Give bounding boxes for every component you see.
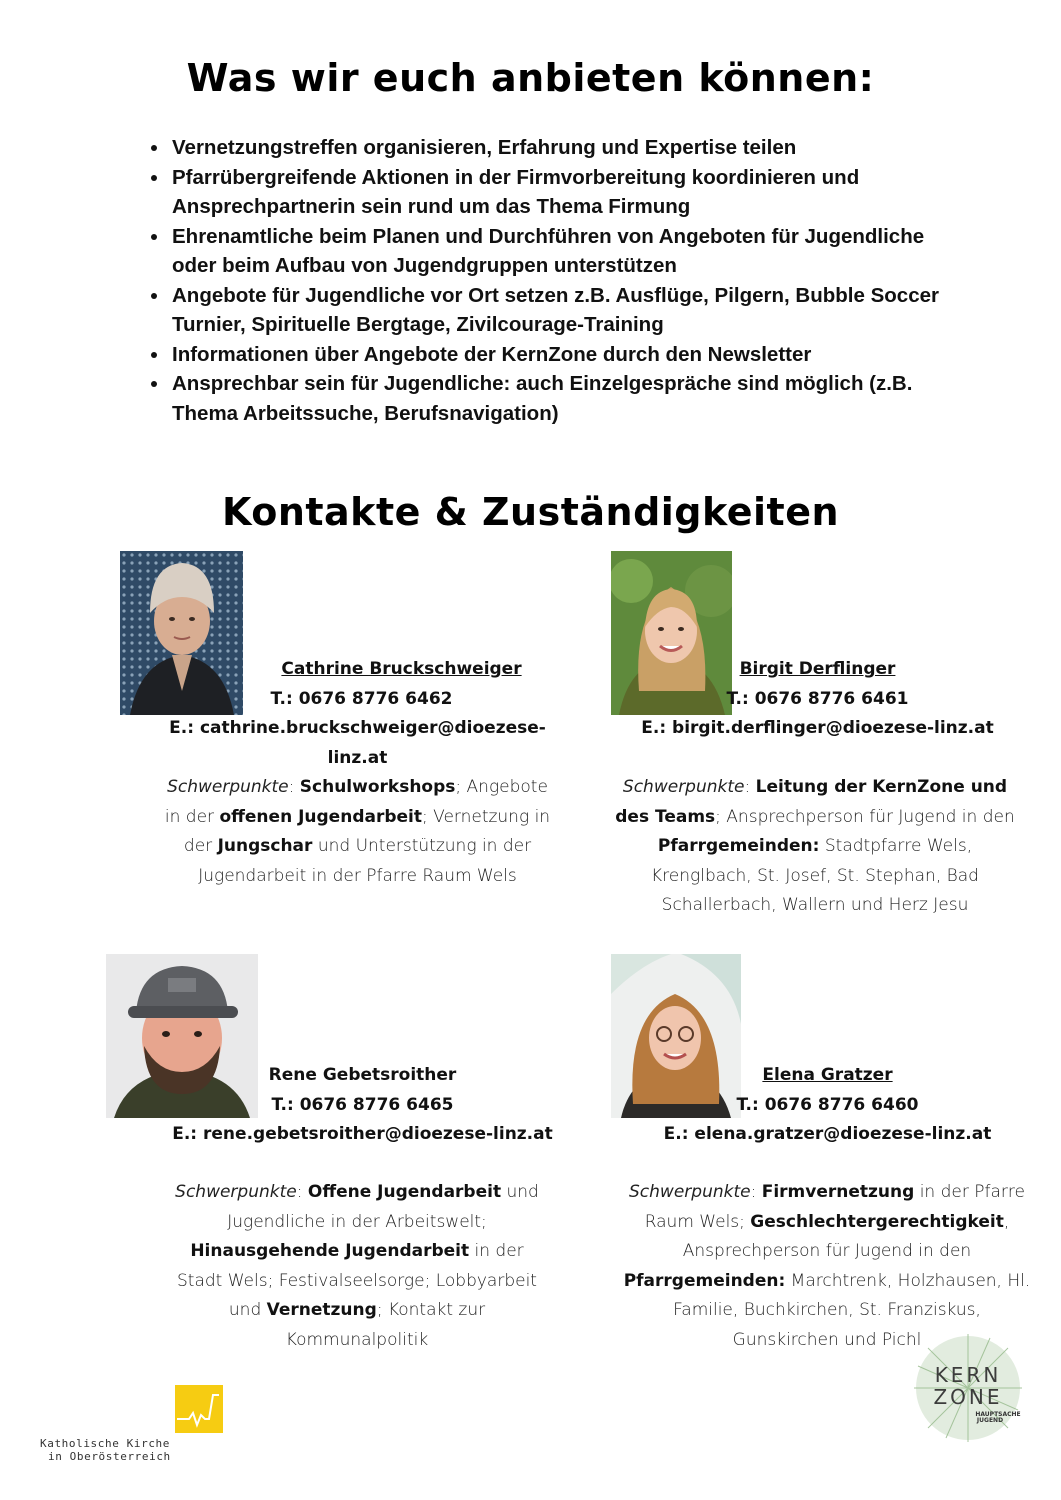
contact-email[interactable]: E.: cathrine.bruckschweiger@dioezese-linz.at xyxy=(169,718,546,768)
offers-list xyxy=(148,133,940,428)
focus-text: Stadtpfarre Wels, Krenglbach, St. Josef, St. Stephan, Bad Schallerbach, Wallern und Herz Jesu xyxy=(651,836,979,915)
focus-label: Schwerpunkte xyxy=(629,1182,751,1202)
contact-phone: T.: 0676 8776 6462 xyxy=(270,688,453,709)
contact-phone: T.: 0676 8776 6460 xyxy=(736,1094,919,1115)
focus-highlight: Geschlechtergerechtigkeit xyxy=(750,1211,1004,1232)
contact-name: Birgit Derflinger xyxy=(739,659,896,679)
focus-text: : xyxy=(750,1182,762,1202)
focus-text: und Jugendliche in der Arbeitswelt; xyxy=(227,1182,539,1232)
list-item: • Informationen über Angebote der KernZone durch den Newsletter xyxy=(170,340,940,370)
kernzone-logo-tagline: HAUPTSACHE xyxy=(975,1411,1021,1418)
list-item: • Ansprechbar sein für Jugendliche: auch Einzelgespräche sind möglich (z.B. Thema Arbeitssuche, Berufsnavigation) xyxy=(170,369,940,428)
contacts-title: Kontakte & Zuständigkeiten xyxy=(221,490,840,534)
contact-name: Cathrine Bruckschweiger xyxy=(281,659,522,679)
focus-label: Schwerpunkte xyxy=(167,777,289,797)
contact-card-cathrine xyxy=(150,655,565,773)
kernzone-logo-tagline: JUGEND xyxy=(976,1417,1004,1424)
focus-text: in der Pfarre Raum Wels; xyxy=(644,1182,1025,1232)
focus-text: ; Ansprechperson für Jugend in den xyxy=(715,806,1015,827)
focus-birgit xyxy=(610,773,1020,921)
contact-card-elena xyxy=(640,1061,1015,1150)
focus-text: : xyxy=(296,1182,308,1202)
list-item: • Angebote für Jugendliche vor Ort setzen z.B. Ausflüge, Pilgern, Bubble Soccer Turnier, Spirituelle Bergtage, Zivilcourage-Training xyxy=(170,281,940,340)
contact-email[interactable]: E.: birgit.derflinger@dioezese-linz.at xyxy=(641,718,994,738)
focus-cathrine xyxy=(160,773,555,891)
list-item: • Pfarrübergreifende Aktionen in der Firmvorbereitung koordinieren und Ansprechpartnerin sein rund um das Thema Firmung xyxy=(170,163,940,222)
contact-phone: T.: 0676 8776 6461 xyxy=(726,688,909,709)
kirche-logo-mark xyxy=(175,1385,223,1433)
focus-highlight: Hinausgehende Jugendarbeit xyxy=(190,1241,470,1261)
focus-rene xyxy=(172,1178,542,1355)
focus-text: ; Angebote in der xyxy=(164,777,548,827)
list-item: • Vernetzungstreffen organisieren, Erfahrung und Expertise teilen xyxy=(170,133,940,163)
focus-text: ; Kontakt zur Kommunalpolitik xyxy=(285,1300,486,1350)
kirche-logo xyxy=(40,1385,230,1465)
focus-highlight: Vernetzung xyxy=(266,1300,377,1320)
kernzone-logo xyxy=(908,1328,1028,1448)
focus-text: in der Stadt Wels; Festivalseelsorge; Lobbyarbeit und xyxy=(177,1241,537,1320)
contact-card-rene xyxy=(150,1061,565,1150)
focus-highlight: offenen Jugendarbeit xyxy=(219,806,422,827)
kirche-logo-text: in Oberösterreich xyxy=(48,1450,171,1463)
focus-text: Marchtrenk, Holzhausen, Hl. Familie, Buchkirchen, St. Franziskus, Gunskirchen und Pichl xyxy=(673,1270,1031,1350)
focus-highlight: Firmvernetzung xyxy=(761,1182,915,1202)
focus-highlight: Pfarrgemeinden: xyxy=(657,836,820,856)
contact-name: Elena Gratzer xyxy=(762,1065,893,1085)
contact-phone: T.: 0676 8776 6465 xyxy=(271,1094,454,1115)
focus-label: Schwerpunkte xyxy=(175,1182,297,1202)
focus-text: : xyxy=(744,777,756,797)
focus-text: , Ansprechperson für Jugend in den xyxy=(682,1211,1010,1261)
focus-highlight: Offene Jugendarbeit xyxy=(307,1182,502,1202)
focus-highlight: Leitung der KernZone und des Teams xyxy=(615,777,1008,827)
focus-label: Schwerpunkte xyxy=(622,777,745,797)
focus-text: ; Vernetzung in der xyxy=(183,806,551,856)
focus-text: : xyxy=(288,777,300,797)
offers-title: Was wir euch anbieten können: xyxy=(186,56,875,100)
kernzone-logo-text: ZONE xyxy=(933,1385,1003,1409)
focus-text: und Unterstützung in der Jugendarbeit in der Pfarre Raum Wels xyxy=(198,836,532,886)
focus-highlight: Jungschar xyxy=(217,836,313,856)
focus-highlight: Pfarrgemeinden: xyxy=(623,1270,786,1291)
list-item: • Ehrenamtliche beim Planen und Durchführen von Angeboten für Jugendliche oder beim Aufbau von Jugendgruppen unterstützen xyxy=(170,222,940,281)
focus-highlight: Schulworkshops xyxy=(299,777,456,797)
contact-email[interactable]: E.: elena.gratzer@dioezese-linz.at xyxy=(663,1124,992,1144)
kernzone-logo-text: KERN xyxy=(934,1363,1002,1387)
kirche-logo-text: Katholische Kirche xyxy=(40,1437,171,1450)
contact-name: Rene Gebetsroither xyxy=(268,1065,457,1085)
contact-card-birgit xyxy=(640,655,995,744)
contact-email[interactable]: E.: rene.gebetsroither@dioezese-linz.at xyxy=(172,1124,553,1144)
